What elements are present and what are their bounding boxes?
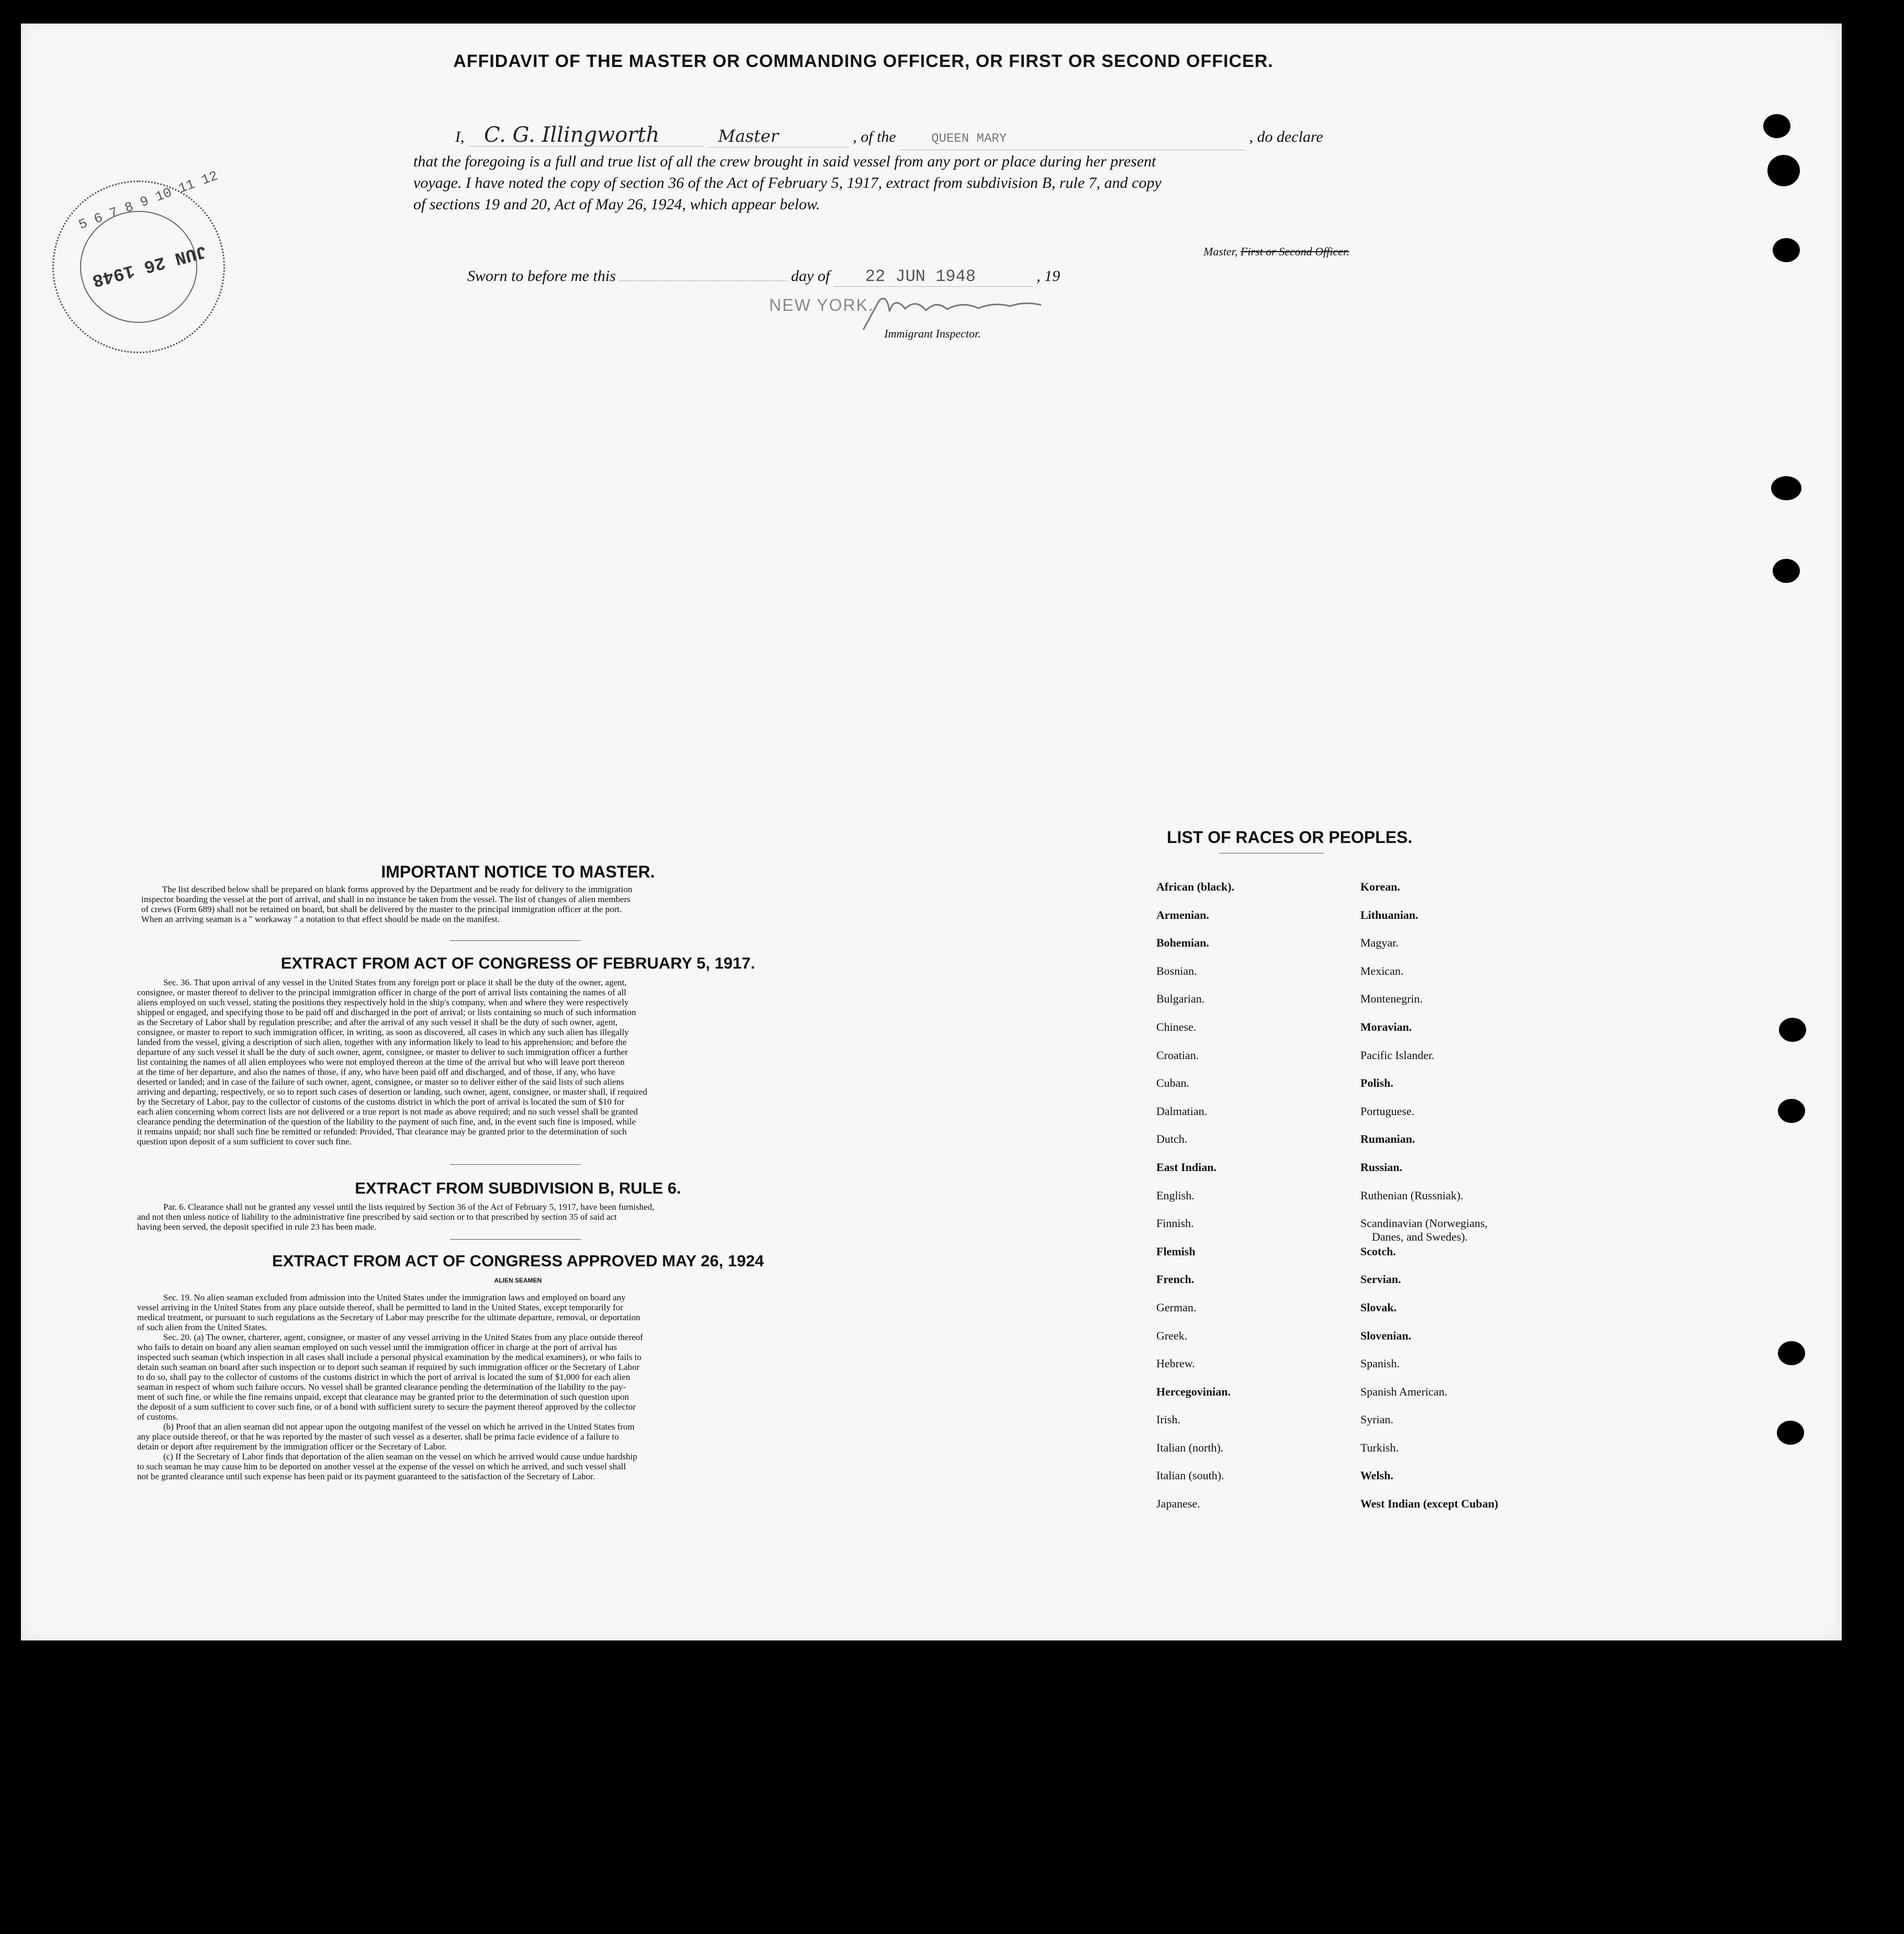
date-stamp: 22 JUN 1948 (834, 267, 1033, 287)
race-item: Japanese. (1156, 1497, 1200, 1511)
struck-officer-label: First or Second Officer. (1240, 245, 1349, 258)
race-item: Bohemian. (1156, 936, 1209, 950)
race-item: Pacific Islander. (1360, 1048, 1435, 1062)
race-item: Scandinavian (Norwegians, Danes, and Swedes). (1360, 1217, 1488, 1244)
race-item: Dalmatian. (1156, 1104, 1208, 1118)
inspector-signature-scribble (858, 290, 1078, 332)
punch-hole (1773, 559, 1800, 583)
race-item: Syrian. (1360, 1413, 1393, 1426)
race-item: Finnish. (1156, 1217, 1194, 1230)
race-item: Slovenian. (1360, 1329, 1412, 1342)
race-item: Mexican. (1360, 964, 1404, 977)
race-item: Hercegovinian. (1156, 1385, 1231, 1398)
subdivision-title: EXTRACT FROM SUBDIVISION B, RULE 6. (355, 1179, 681, 1197)
round-date-stamp (52, 167, 225, 353)
race-item: Dutch. (1156, 1132, 1188, 1146)
race-item: Cuban. (1156, 1076, 1189, 1090)
race-item: Lithuanian. (1360, 908, 1418, 921)
race-item: Russian. (1360, 1160, 1403, 1174)
race-item: Armenian. (1156, 908, 1209, 921)
race-item: Welsh. (1360, 1469, 1393, 1482)
race-item: Greek. (1156, 1329, 1188, 1342)
race-item: West Indian (except Cuban) (1360, 1497, 1499, 1511)
race-item: Ruthenian (Russniak). (1360, 1188, 1463, 1202)
race-item: Portuguese. (1360, 1104, 1415, 1118)
race-item: Chinese. (1156, 1020, 1197, 1033)
vessel-name: QUEEN MARY (900, 128, 1245, 150)
race-item: German. (1156, 1300, 1197, 1314)
extract-1917-title: EXTRACT FROM ACT OF CONGRESS OF FEBRUARY 5, 1917. (280, 954, 756, 972)
declaration-line-1 (413, 125, 1444, 150)
race-item: Turkish. (1360, 1441, 1399, 1454)
race-item: Italian (south). (1156, 1469, 1224, 1482)
race-item: Bulgarian. (1156, 992, 1205, 1006)
race-item: Irish. (1156, 1413, 1180, 1426)
race-item: Servian. (1360, 1273, 1401, 1286)
extract-1924-body: Sec. 19. No alien seaman excluded from admission into the United States under the immigration laws and employed on board any vessel arriving in the United States from any place outside thereof, shall be permitted to land in the United States, except temporarily for medical treatment, or pursuant to such regulations as the Secretary of Labor may prescribe for the ultimate departure, removal, or deportation of such alien from the United States. Sec. 20. (a) The owner, charterer, agent, consignee, or master of any vessel arriving in the United States from any place outside thereof who fails to detain on board any alien seaman employed on such vessel until the immigration officer in charge at the port of arrival has inspected such seaman (which inspection in all cases shall include a personal physical examination by the medical examiners), or who fails to detain such seaman on board after such inspection or to deport such seaman if required by such immigration officer or the Secretary of Labor to do so, shall pay to the collector of customs of the customs district in which the port of arrival is located the sum of $1,000 for each alien seaman in respect of whom such failure occurs. No vessel shall be granted clearance pending the determination of the liability to the pay- ment of such fine, or while the fine remains unpaid, except that clearance may be granted prior to the determination of such question upon the deposit of a sum sufficient to cover such fine, or of a bond with sufficient surety to secure the payment thereof approved by the collector of customs. (b) Proof that an alien seaman did not appear upon the outgoing manifest of the vessel on which he arrived in the United States from any place outside thereof, or that he was reported by the master of such vessel as a deserter, shall be prima facie evidence of a failure to detain or deport after requirement by the immigration officer or the Secretary of Labor. (c) If the Secretary of Labor finds that deportation of the alien seaman on the vessel on which he arrived would cause undue hardship to such seaman he may cause him to be deported on another vessel at the expense of the vessel on which he arrived, and such vessel shall not be granted clearance until such expense has been paid or its payment guaranteed to the satisfaction of the Secretary of Labor. (137, 1292, 643, 1481)
inspector-label: Immigrant Inspector. (884, 327, 981, 340)
stamp-date: JUN 26 1948 (89, 240, 209, 290)
race-item: Scotch. (1360, 1244, 1396, 1258)
i-label: I, (455, 128, 465, 145)
divider (450, 1239, 581, 1240)
race-item: Spanish American. (1360, 1385, 1448, 1398)
punch-hole (1779, 1018, 1806, 1042)
place-stamp: NEW YORK. (769, 296, 874, 314)
race-item: Croatian. (1156, 1048, 1199, 1062)
notice-title: IMPORTANT NOTICE TO MASTER. (381, 862, 655, 881)
signer-signature: C. G. Illingworth (468, 125, 704, 147)
race-item: Hebrew. (1156, 1357, 1195, 1370)
race-item: East Indian. (1156, 1160, 1216, 1174)
races-title: LIST OF RACES OR PEOPLES. (1167, 828, 1413, 847)
race-item: Montenegrin. (1360, 992, 1423, 1006)
punch-hole (1773, 238, 1800, 262)
races-right-column (1360, 880, 1585, 1525)
punch-hole (1778, 1341, 1805, 1365)
day-of-label: day of (791, 267, 830, 285)
punch-hole (1778, 1099, 1805, 1123)
master-label: Master, (1203, 245, 1238, 258)
race-item: Magyar. (1360, 936, 1399, 950)
extract-1924-title: EXTRACT FROM ACT OF CONGRESS APPROVED MAY 26, 1924 (272, 1252, 764, 1270)
stamp-digits: 5 6 7 8 9 10 11 12 (76, 167, 220, 233)
race-item-continuation: Danes, and Swedes). (1372, 1230, 1468, 1244)
race-item: Spanish. (1360, 1357, 1400, 1370)
declaration-body-1: that the foregoing is a full and true list of all the crew brought in said vessel from any port or place during her present (413, 153, 1156, 170)
race-item: Italian (north). (1156, 1441, 1224, 1454)
punch-hole (1767, 155, 1800, 186)
officer-title (1203, 245, 1349, 258)
punch-hole (1763, 114, 1790, 138)
year-label: , 19 (1037, 267, 1061, 285)
race-item: Rumanian. (1360, 1132, 1415, 1146)
extract-1924-subtitle: ALIEN SEAMEN (494, 1277, 542, 1284)
sworn-line (467, 267, 1060, 287)
punch-hole (1771, 476, 1801, 500)
race-item: Polish. (1360, 1076, 1393, 1090)
race-item: African (black). (1156, 880, 1235, 893)
of-the-label: , of the (853, 128, 896, 145)
race-item: Slovak. (1360, 1300, 1397, 1314)
inspector-signature (858, 290, 1078, 332)
race-item: Bosnian. (1156, 964, 1197, 977)
race-item: Korean. (1360, 880, 1400, 893)
extract-1917-body: Sec. 36. That upon arrival of any vessel in the United States from any foreign port or place it shall be the duty of the owner, agent, consignee, or master thereof to deliver to the principal immigration officer in charge of the port of arrival lists containing the names of all aliens employed on such vessel, stating the positions they respectively hold in the ship's company, when and where they were respectively shipped or engaged, and specifying those to be paid off and discharged in the port of arrival; or lists containing so much of such information as the Secretary of Labor shall by regulation prescribe; and after the arrival of any such vessel it shall be the duty of such owner, agent, consignee, or master to report to such immigration officer, in writing, as soon as discovered, all cases in which any such alien has illegally landed from the vessel, giving a description of such alien, together with any information likely to lead to his apprehension; and before the departure of any such vessel it shall be the duty of such owner, agent, consignee, or master to deliver to such immigration officer a further list containing the names of all alien employees who were not employed thereon at the time of the arrival but who will leave port thereon at the time of her departure, and also the names of those, if any, who have been paid off and discharged, and of those, if any, who have deserted or landed; and in case of the failure of such owner, agent, consignee, or master so to deliver either of the said lists of such aliens arriving and departing, respectively, or so to report such cases of desertion or landing, such owner, agent, consignee, or master shall, if required by the Secretary of Labor, pay to the collector of customs of the customs district in which the port of arrival is located the sum of $10 for each alien concerning whom correct lists are not delivered or a true report is not made as above required; and no such vessel shall be granted clearance pending the determination of the question of the liability to the payment of such fine, and, in the event such fine is imposed, while it remains unpaid; nor shall such fine be remitted or refunded: Provided, That clearance may be granted prior to the determination of such question upon deposit of a sum sufficient to cover such fine. (137, 977, 647, 1146)
race-item: French. (1156, 1273, 1195, 1286)
declaration-body-2: voyage. I have noted the copy of section 36 of the Act of February 5, 1917, extract from subdivision B, rule 7, and copy (413, 174, 1162, 192)
punch-hole (1777, 1421, 1804, 1445)
races-left-column (1156, 880, 1339, 1525)
declaration-body-3: of sections 19 and 20, Act of May 26, 1924, which appear below. (413, 196, 820, 213)
race-item: Flemish (1156, 1244, 1196, 1258)
do-declare-label: , do declare (1249, 128, 1323, 145)
divider (450, 1164, 581, 1165)
subdivision-body: Par. 6. Clearance shall not be granted any vessel until the lists required by Section 36 of the Act of February 5, 1917, have been furnished, and not then unless notice of liability to the administrative fine prescribed by said section or to that prescribed by section 35 of said act having been served, the deposit specified in rule 23 has been made. (137, 1202, 655, 1232)
notice-body: The list described below shall be prepared on blank forms approved by the Department and be ready for delivery to the immigration inspector boarding the vessel at the port of arrival, and shall in no instance be taken from the vessel. The list of changes of alien members of crews (Form 689) shall not be retained on board, but shall be delivered by the master to the principal immigration officer at the port. When an arriving seaman is a " workaway " a notation to that effect should be made on the manifest. (141, 884, 633, 924)
sworn-label: Sworn to before me this (467, 267, 616, 285)
affidavit-title: AFFIDAVIT OF THE MASTER OR COMMANDING OFFICER, OR FIRST OR SECOND OFFICER. (453, 51, 1274, 71)
rank-handwritten: Master (708, 126, 849, 148)
race-item: English. (1156, 1188, 1195, 1202)
race-item: Moravian. (1360, 1020, 1412, 1033)
divider (450, 940, 581, 941)
